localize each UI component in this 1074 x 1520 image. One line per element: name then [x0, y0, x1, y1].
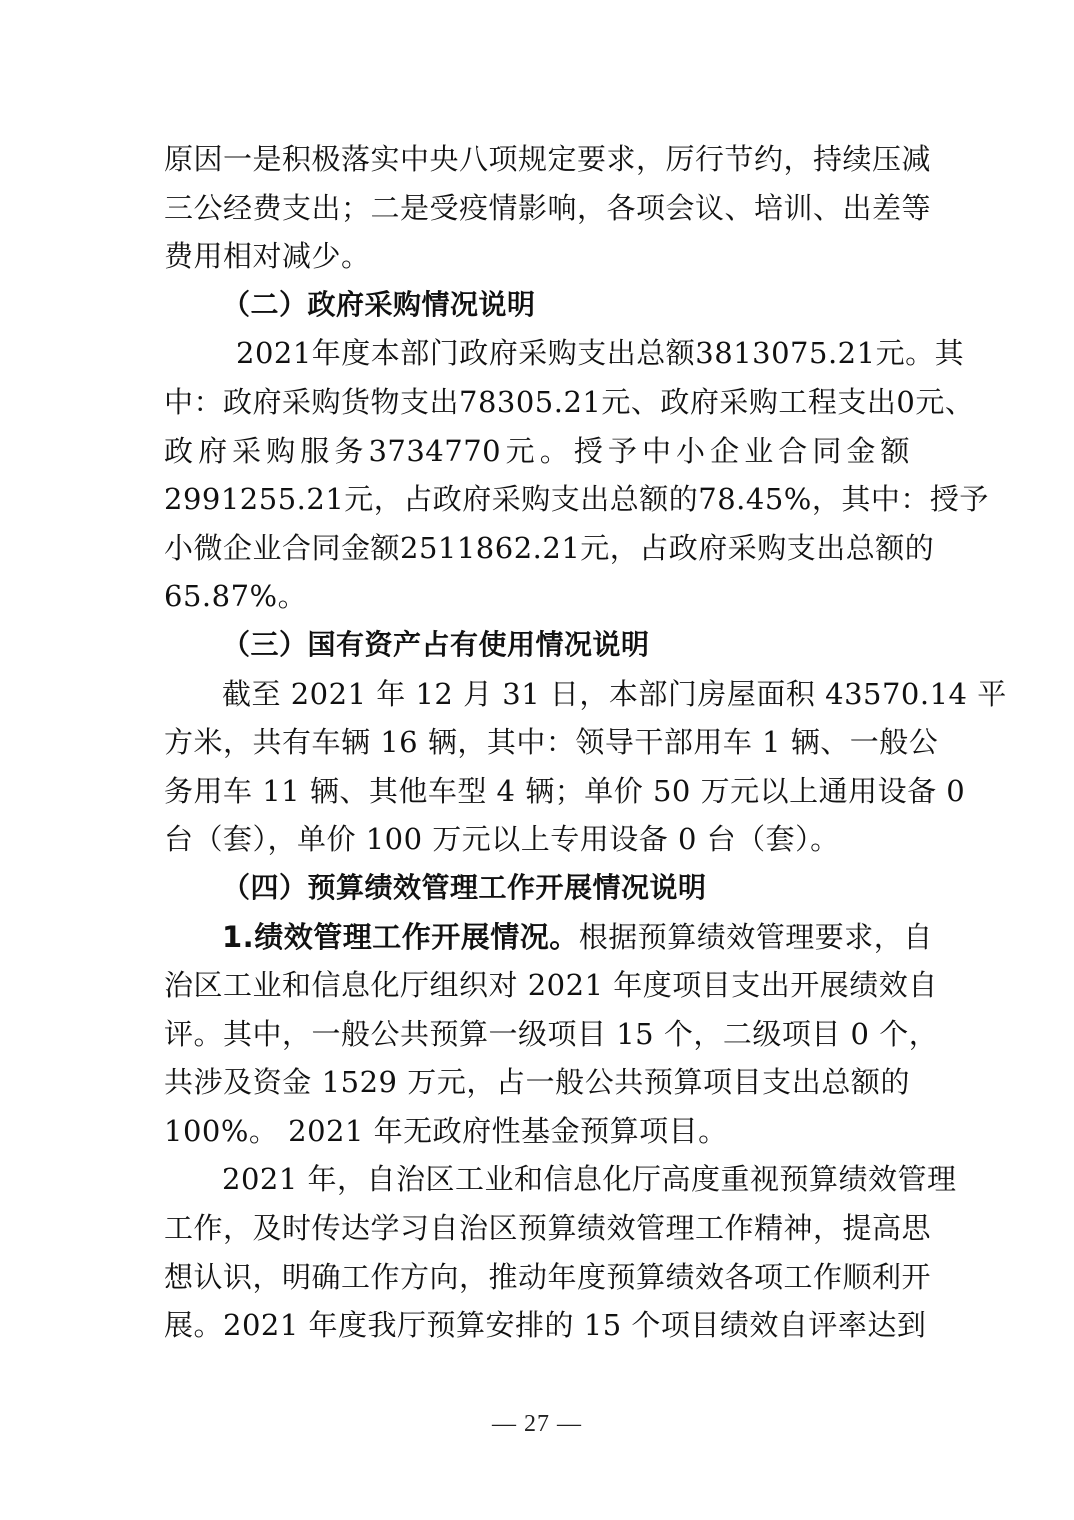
page-number: — 27 — — [492, 1411, 582, 1437]
text-line: 共涉及资金 1529 万元，占一般公共预算项目支出总额的 — [164, 1065, 910, 1100]
heading-performance: （四）预算绩效管理工作开展情况说明 — [222, 870, 707, 904]
paragraph-performance — [164, 913, 939, 1156]
paragraph-intro — [164, 135, 932, 281]
heading-assets: （三）国有资产占有使用情况说明 — [222, 627, 650, 661]
text-line: 费用相对减少。 — [164, 239, 371, 274]
text-line: 想认识，明确工作方向，推动年度预算绩效各项工作顺利开 — [164, 1259, 932, 1294]
text-line: 方米，共有车辆 16 辆，其中：领导干部用车 1 辆、一般公 — [164, 725, 939, 760]
text-line: 65.87%。 — [164, 579, 308, 614]
text-line: 展。2021 年度我厅预算安排的 15 个项目绩效自评率达到 — [164, 1308, 927, 1343]
performance-first-line: 根据预算绩效管理要求，自 — [578, 919, 933, 954]
text-line: 治区工业和信息化厅组织对 2021 年度项目支出开展绩效自 — [164, 968, 938, 1003]
paragraph-assets — [164, 670, 1007, 864]
text-line: 工作，及时传达学习自治区预算绩效管理工作精神，提高思 — [164, 1211, 932, 1246]
text-line: 截至 2021 年 12 月 31 日，本部门房屋面积 43570.14 平 — [222, 676, 1007, 711]
text-line: 务用车 11 辆、其他车型 4 辆；单价 50 万元以上通用设备 0 — [164, 773, 966, 808]
text-line: 台（套），单价 100 万元以上专用设备 0 台（套）。 — [164, 822, 840, 857]
text-line: 小微企业合同金额2511862.21元，占政府采购支出总额的 — [164, 530, 935, 565]
text-line: 2021年度本部门政府采购支出总额3813075.21元。其 — [236, 336, 965, 371]
paragraph-work — [164, 1155, 957, 1349]
text-line: 100%。 2021 年无政府性基金预算项目。 — [164, 1113, 728, 1148]
paragraph-procurement — [164, 329, 989, 621]
text-line: 评。其中，一般公共预算一级项目 15 个，二级项目 0 个， — [164, 1016, 939, 1051]
text-line: 原因一是积极落实中央八项规定要求，厉行节约，持续压减 — [164, 142, 932, 176]
text-line — [164, 913, 933, 962]
performance-lead: 1.绩效管理工作开展情况。 — [222, 919, 579, 954]
text-line: 政府采购服务3734770元。授予中小企业合同金额 — [164, 433, 910, 468]
text-line: 2021 年，自治区工业和信息化厅高度重视预算绩效管理 — [222, 1162, 957, 1197]
heading-procurement: （二）政府采购情况说明 — [222, 287, 536, 321]
text-line: 三公经费支出；二是受疫情影响，各项会议、培训、出差等 — [164, 190, 932, 225]
text-line: 中：政府采购货物支出78305.21元、政府采购工程支出0元、 — [164, 384, 975, 419]
text-line: 2991255.21元，占政府采购支出总额的78.45%，其中：授予 — [164, 482, 989, 517]
page-content — [164, 135, 1007, 1350]
